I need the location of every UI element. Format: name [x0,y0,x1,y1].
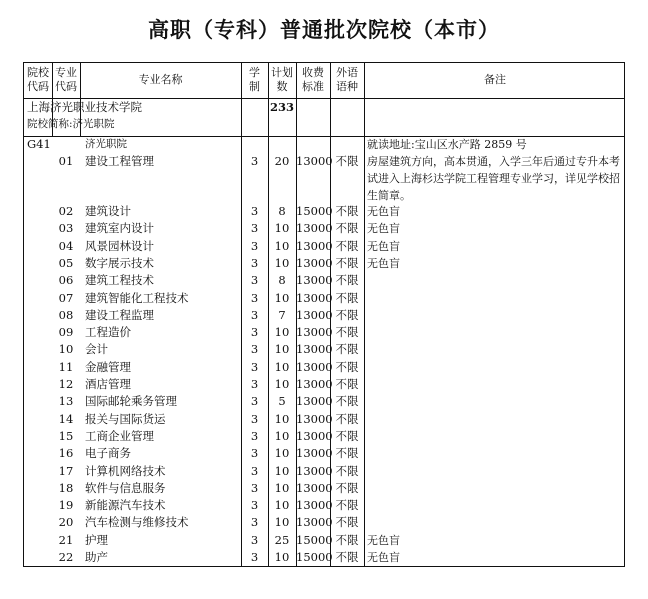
major-name: 护理 [85,532,108,547]
major-remark: 无色盲 [367,533,400,547]
grid-line [364,63,365,566]
major-name: 建筑工程技术 [85,273,154,288]
major-name: 国际邮轮乘务管理 [85,394,177,409]
major-language: 不限 [335,446,359,461]
major-fee: 13000 [296,394,333,409]
major-plan: 10 [274,290,290,305]
major-duration: 3 [250,446,259,461]
major-language: 不限 [335,342,359,357]
major-duration: 3 [250,394,259,409]
major-plan: 10 [274,359,290,374]
major-language: 不限 [335,428,359,443]
major-plan: 10 [274,463,290,478]
header-text: 代码 [55,80,77,93]
major-language: 不限 [335,221,359,236]
major-duration: 3 [250,532,259,547]
major-name: 新能源汽车技术 [85,498,166,513]
major-plan: 10 [274,428,290,443]
major-duration: 3 [250,463,259,478]
major-remark: 无色盲 [367,551,400,564]
major-code: 19 [58,498,74,513]
major-duration: 3 [250,480,259,495]
major-language: 不限 [335,411,359,426]
major-duration: 3 [250,498,259,513]
major-plan: 10 [274,498,290,513]
major-code: 07 [58,290,74,305]
header-text: 学 [249,66,260,79]
major-duration: 3 [250,550,259,564]
major-fee: 13000 [296,463,333,478]
major-code: 20 [58,515,74,530]
major-fee: 13000 [296,359,333,374]
group-address-note: 就读地址:宝山区水产路 2859 号 [367,138,527,151]
major-language: 不限 [335,273,359,288]
major-plan: 25 [274,532,290,547]
school-short-name: 院校简称:济光职院 [27,118,115,130]
major-name: 工程造价 [85,325,131,340]
major-plan: 10 [274,377,290,391]
major-name: 建筑智能化工程技术 [85,290,189,305]
major-duration: 3 [250,273,259,288]
major-name: 酒店管理 [85,377,131,391]
major-plan: 8 [278,204,286,218]
major-remark: 无色盲 [367,256,400,270]
major-duration: 3 [250,154,259,168]
major-plan: 20 [274,154,290,168]
header-text: 代码 [27,80,49,93]
major-language: 不限 [335,204,359,218]
header-remarks: 备注 [484,73,506,86]
header-text: 计划 [271,66,293,79]
school-name: 上海济光职业技术学院 [27,100,142,114]
major-language: 不限 [335,154,359,168]
major-duration: 3 [250,515,259,530]
header-text: 数 [276,80,288,93]
header-text: 收费 [302,66,324,79]
major-name: 建设工程监理 [85,307,154,322]
major-code: 11 [58,359,74,374]
major-plan: 7 [278,307,286,322]
major-name: 助产 [85,550,108,564]
header-text: 制 [249,80,260,93]
major-duration: 3 [250,290,259,305]
major-plan: 10 [274,411,290,426]
major-plan: 10 [274,221,290,236]
major-duration: 3 [250,325,259,340]
major-name: 建筑设计 [85,204,131,218]
major-plan: 10 [274,255,290,270]
admissions-table [23,62,625,567]
major-code: 17 [58,463,74,478]
major-code: 14 [58,411,74,426]
header-text: 语种 [336,80,358,93]
major-fee: 13000 [296,377,333,391]
major-name: 建筑室内设计 [85,221,154,236]
major-fee: 13000 [296,325,333,340]
major-plan: 10 [274,238,290,253]
header-duration [241,66,268,94]
major-code: 22 [58,550,74,564]
page-title: 高职（专科）普通批次院校（本市） [148,18,500,42]
major-language: 不限 [335,255,359,270]
major-language: 不限 [335,290,359,305]
major-language: 不限 [335,550,359,564]
major-duration: 3 [250,221,259,236]
major-language: 不限 [335,238,359,253]
header-text: 专业 [55,66,77,79]
major-code: 03 [58,221,74,236]
major-duration: 3 [250,307,259,322]
major-remark: 房屋建筑方向，高本贯通，入学三年后通过专升本考试进入上海杉达学院工程管理专业学习，详见学校招生简章。 [367,155,620,202]
major-language: 不限 [335,307,359,322]
major-duration: 3 [250,238,259,253]
major-language: 不限 [335,480,359,495]
major-plan: 10 [274,515,290,530]
major-language: 不限 [335,463,359,478]
major-name: 金融管理 [85,359,131,374]
major-language: 不限 [335,394,359,409]
major-name: 软件与信息服务 [85,480,166,495]
major-language: 不限 [335,515,359,530]
header-school-code [24,66,52,94]
major-fee: 15000 [296,550,333,564]
major-name: 工商企业管理 [85,428,154,443]
major-code: 16 [58,446,74,461]
major-duration: 3 [250,377,259,391]
major-language: 不限 [335,532,359,547]
group-code: G41 [27,137,51,151]
major-code: 10 [58,342,74,357]
major-fee: 13000 [296,221,333,236]
major-fee: 13000 [296,446,333,461]
major-fee: 13000 [296,273,333,288]
major-name: 汽车检测与维修技术 [85,515,189,530]
major-plan: 10 [274,342,290,357]
major-plan: 10 [274,446,290,461]
major-duration: 3 [250,411,259,426]
major-fee: 13000 [296,290,333,305]
major-code: 15 [58,428,74,443]
major-remark: 无色盲 [367,222,400,236]
major-code: 21 [58,532,74,547]
major-plan: 10 [274,550,290,564]
group-label: 济光职院 [85,138,127,150]
major-code: 13 [58,394,74,409]
header-text: 院校 [27,66,49,79]
major-fee: 15000 [296,204,333,218]
header-major-name: 专业名称 [138,73,183,86]
major-fee: 13000 [296,154,333,168]
header-fee [296,66,330,94]
major-code: 05 [58,255,74,270]
major-fee: 13000 [296,515,333,530]
major-name: 数字展示技术 [85,255,154,270]
major-fee: 13000 [296,307,333,322]
major-duration: 3 [250,342,259,357]
major-code: 12 [58,377,74,391]
major-fee: 13000 [296,255,333,270]
major-remark: 无色盲 [367,239,400,253]
major-name: 风景园林设计 [85,238,154,253]
major-code: 01 [58,154,74,168]
header-text: 外语 [336,66,358,79]
major-fee: 13000 [296,411,333,426]
school-plan-total: 233 [269,100,294,114]
major-code: 18 [58,480,74,495]
major-name: 电子商务 [85,446,131,461]
major-language: 不限 [335,498,359,513]
header-text: 标准 [302,80,324,93]
major-duration: 3 [250,428,259,443]
major-plan: 10 [274,480,290,495]
major-fee: 15000 [296,532,333,547]
major-language: 不限 [335,359,359,374]
major-code: 09 [58,325,74,340]
major-code: 02 [58,204,74,218]
header-language [330,66,364,94]
major-code: 04 [58,238,74,253]
major-plan: 10 [274,325,290,340]
major-fee: 13000 [296,238,333,253]
major-plan: 5 [278,394,286,409]
major-fee: 13000 [296,342,333,357]
major-code: 06 [58,273,74,288]
major-code: 08 [58,307,74,322]
header-plan [268,66,296,94]
major-language: 不限 [335,325,359,340]
header-major-code [52,66,80,94]
major-name: 计算机网络技术 [85,463,166,478]
major-fee: 13000 [296,480,333,495]
major-remark: 无色盲 [367,205,400,218]
major-duration: 3 [250,255,259,270]
major-name: 报关与国际货运 [85,411,166,426]
major-duration: 3 [250,204,259,218]
major-fee: 13000 [296,498,333,513]
major-name: 会计 [85,342,108,357]
major-plan: 8 [278,273,286,288]
major-fee: 13000 [296,428,333,443]
major-language: 不限 [335,377,359,391]
major-duration: 3 [250,359,259,374]
major-name: 建设工程管理 [85,154,154,168]
